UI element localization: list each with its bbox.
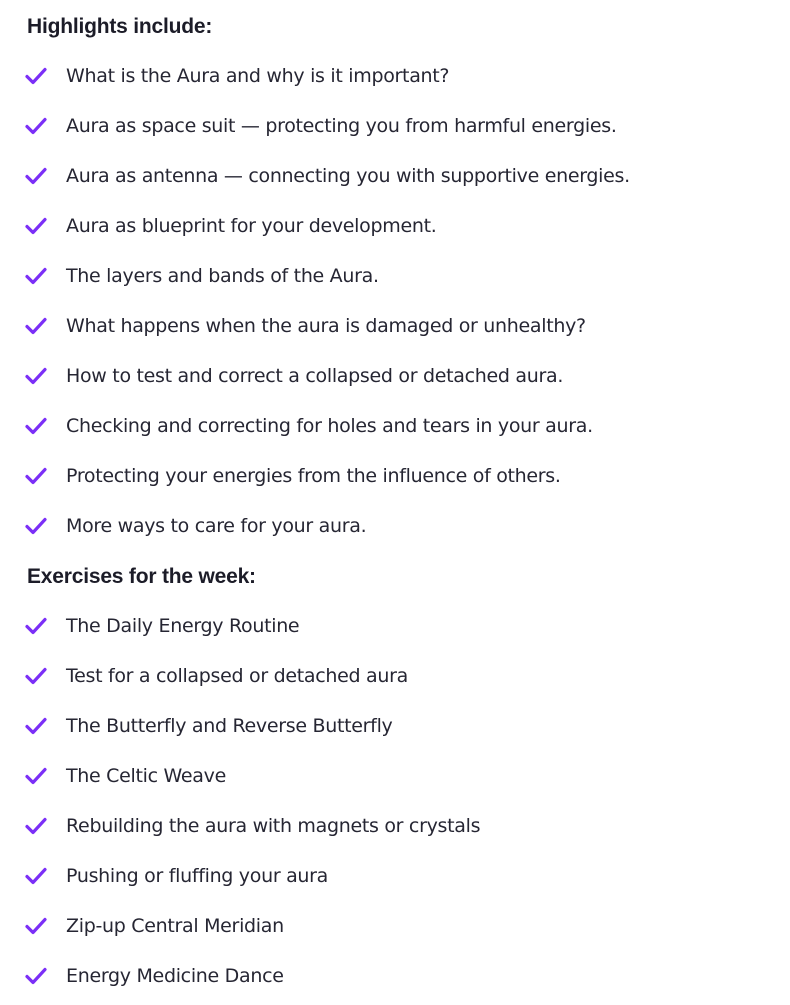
list-item-text: What is the Aura and why is it important?: [66, 65, 450, 87]
list-item: [24, 462, 561, 490]
section-heading-exercises: Exercises for the week:: [27, 565, 256, 588]
list-item-text: Zip-up Central Meridian: [66, 915, 284, 937]
checkmark-icon: [24, 164, 48, 188]
list-item: [24, 612, 299, 640]
list-item-text: Test for a collapsed or detached aura: [66, 665, 408, 687]
list-item: [24, 62, 449, 90]
list-item: [24, 162, 630, 190]
list-item-text: The layers and bands of the Aura.: [66, 265, 379, 287]
checkmark-icon: [24, 664, 48, 688]
checkmark-icon: [24, 214, 48, 238]
checkmark-icon: [24, 264, 48, 288]
list-item-text: The Butterfly and Reverse Butterfly: [66, 715, 393, 737]
checkmark-icon: [24, 464, 48, 488]
list-item-text: The Daily Energy Routine: [66, 615, 300, 637]
checkmark-icon: [24, 414, 48, 438]
checkmark-icon: [24, 914, 48, 938]
list-item: [24, 812, 480, 840]
checkmark-icon: [24, 114, 48, 138]
checkmark-icon: [24, 814, 48, 838]
list-item-text: Energy Medicine Dance: [66, 965, 284, 987]
checkmark-icon: [24, 864, 48, 888]
list-item: [24, 862, 328, 890]
list-item-text: Checking and correcting for holes and tears in your aura.: [66, 415, 593, 437]
checkmark-icon: [24, 314, 48, 338]
list-item-text: Aura as blueprint for your development.: [66, 215, 437, 237]
list-item: [24, 362, 563, 390]
list-item: [24, 212, 436, 240]
list-item: [24, 762, 226, 790]
list-item: [24, 312, 586, 340]
list-item-text: Pushing or fluffing your aura: [66, 865, 329, 887]
list-item: [24, 912, 284, 940]
checkmark-icon: [24, 714, 48, 738]
list-item-text: Aura as space suit — protecting you from harmful energies.: [66, 115, 617, 137]
list-item-text: Aura as antenna — connecting you with supportive energies.: [66, 165, 630, 187]
list-item: [24, 662, 408, 690]
section-heading-highlights: Highlights include:: [27, 15, 213, 38]
checkmark-icon: [24, 364, 48, 388]
list-item: [24, 512, 366, 540]
list-item-text: How to test and correct a collapsed or detached aura.: [66, 365, 564, 387]
list-item-text: Rebuilding the aura with magnets or crystals: [66, 815, 481, 837]
list-item: [24, 712, 393, 740]
list-item-text: More ways to care for your aura.: [66, 515, 367, 537]
list-item: [24, 262, 379, 290]
checkmark-icon: [24, 64, 48, 88]
checkmark-icon: [24, 764, 48, 788]
list-item: [24, 112, 617, 140]
list-item-text: Protecting your energies from the influence of others.: [66, 465, 561, 487]
list-item: [24, 962, 284, 990]
list-item: [24, 412, 593, 440]
list-item-text: The Celtic Weave: [66, 765, 226, 787]
list-item-text: What happens when the aura is damaged or unhealthy?: [66, 315, 586, 337]
checkmark-icon: [24, 514, 48, 538]
checkmark-icon: [24, 964, 48, 988]
checkmark-icon: [24, 614, 48, 638]
